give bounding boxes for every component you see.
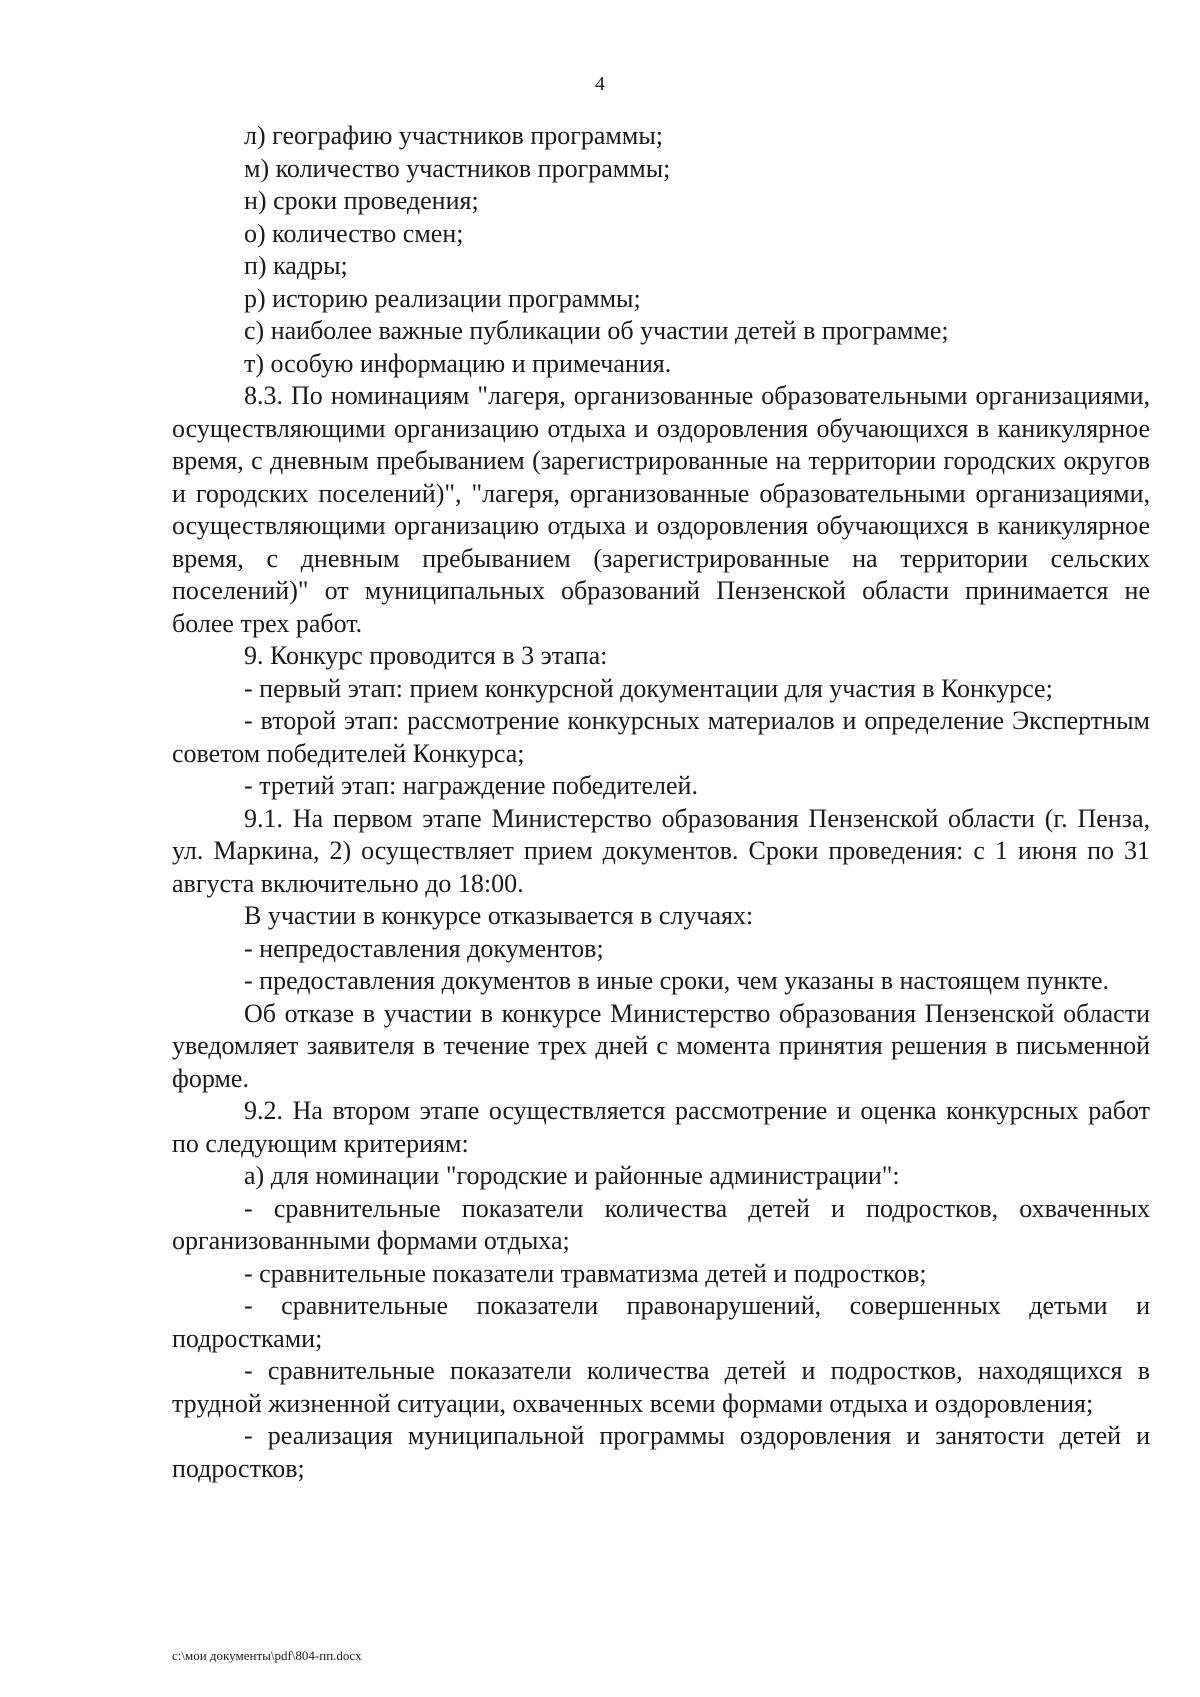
paragraph: - сравнительные показатели травматизма детей и подростков;	[244, 1258, 927, 1288]
paragraph: 8.3. По номинациям "лагеря, организованные образовательными организациями, осуществляющими организацию отдыха и оздоровления обучающихся в каникулярное время, с дневным пребыванием (зарегистрированные на территории городских округов и городских поселений)", "лагеря, организованные образовательными организациями, осуществляющими организацию отдыха и оздоровления обучающихся в каникулярное время, с дневным пребыванием (зарегистрированные на территории сельских поселений)" от муниципальных образований Пензенской области принимается не более трех работ.	[172, 381, 1150, 638]
paragraph: - сравнительные показатели количества детей и подростков, находящихся в трудной жизненной ситуации, охваченных всеми формами отдыха и оздоровления;	[172, 1356, 1150, 1418]
paragraph: - непредоставления документов;	[244, 933, 604, 963]
paragraph: - сравнительные показатели количества детей и подростков, охваченных организованными формами отдыха;	[172, 1193, 1150, 1255]
file-path-footer: c:\мои документы\pdf\804-пп.docx	[172, 1648, 362, 1663]
paragraph: п) кадры;	[244, 251, 348, 280]
paragraph: т) особую информацию и примечания.	[244, 348, 672, 378]
paragraph: м) количество участников программы;	[244, 153, 671, 183]
paragraph: - предоставления документов в иные сроки, чем указаны в настоящем пункте.	[244, 966, 1110, 995]
paragraph: о) количество смен;	[244, 218, 464, 248]
paragraph: р) историю реализации программы;	[244, 283, 641, 313]
paragraph: Об отказе в участии в конкурсе Министерство образования Пензенской области уведомляет заявителя в течение трех дней с момента принятия решения в письменной форме.	[172, 998, 1150, 1093]
paragraph: л) географию участников программы;	[244, 121, 664, 150]
paragraph: - реализация муниципальной программы оздоровления и занятости детей и подростков;	[172, 1421, 1150, 1483]
document-body	[172, 120, 1150, 1485]
paragraph: - сравнительные показатели правонарушений, совершенных детьми и подростками;	[172, 1291, 1150, 1353]
paragraph: - третий этап: награждение победителей.	[244, 771, 698, 800]
paragraph: - первый этап: прием конкурсной документации для участия в Конкурсе;	[244, 673, 1053, 703]
paragraph: н) сроки проведения;	[244, 186, 479, 215]
paragraph: а) для номинации "городские и районные администрации":	[244, 1161, 900, 1190]
paragraph: 9.1. На первом этапе Министерство образования Пензенской области (г. Пенза, ул. Маркина, 2) осуществляет прием документов. Сроки проведения: с 1 июня по 31 августа включительно до 18:00.	[172, 803, 1150, 898]
paragraph: 9. Конкурс проводится в 3 этапа:	[244, 641, 608, 670]
paragraph: В участии в конкурсе отказывается в случаях:	[244, 901, 754, 930]
paragraph: с) наиболее важные публикации об участии детей в программе;	[244, 316, 949, 345]
paragraph: - второй этап: рассмотрение конкурсных материалов и определение Экспертным советом победителей Конкурса;	[172, 706, 1150, 768]
paragraph: 9.2. На втором этапе осуществляется рассмотрение и оценка конкурсных работ по следующим критериям:	[172, 1096, 1150, 1158]
page-number: 4	[595, 73, 605, 95]
